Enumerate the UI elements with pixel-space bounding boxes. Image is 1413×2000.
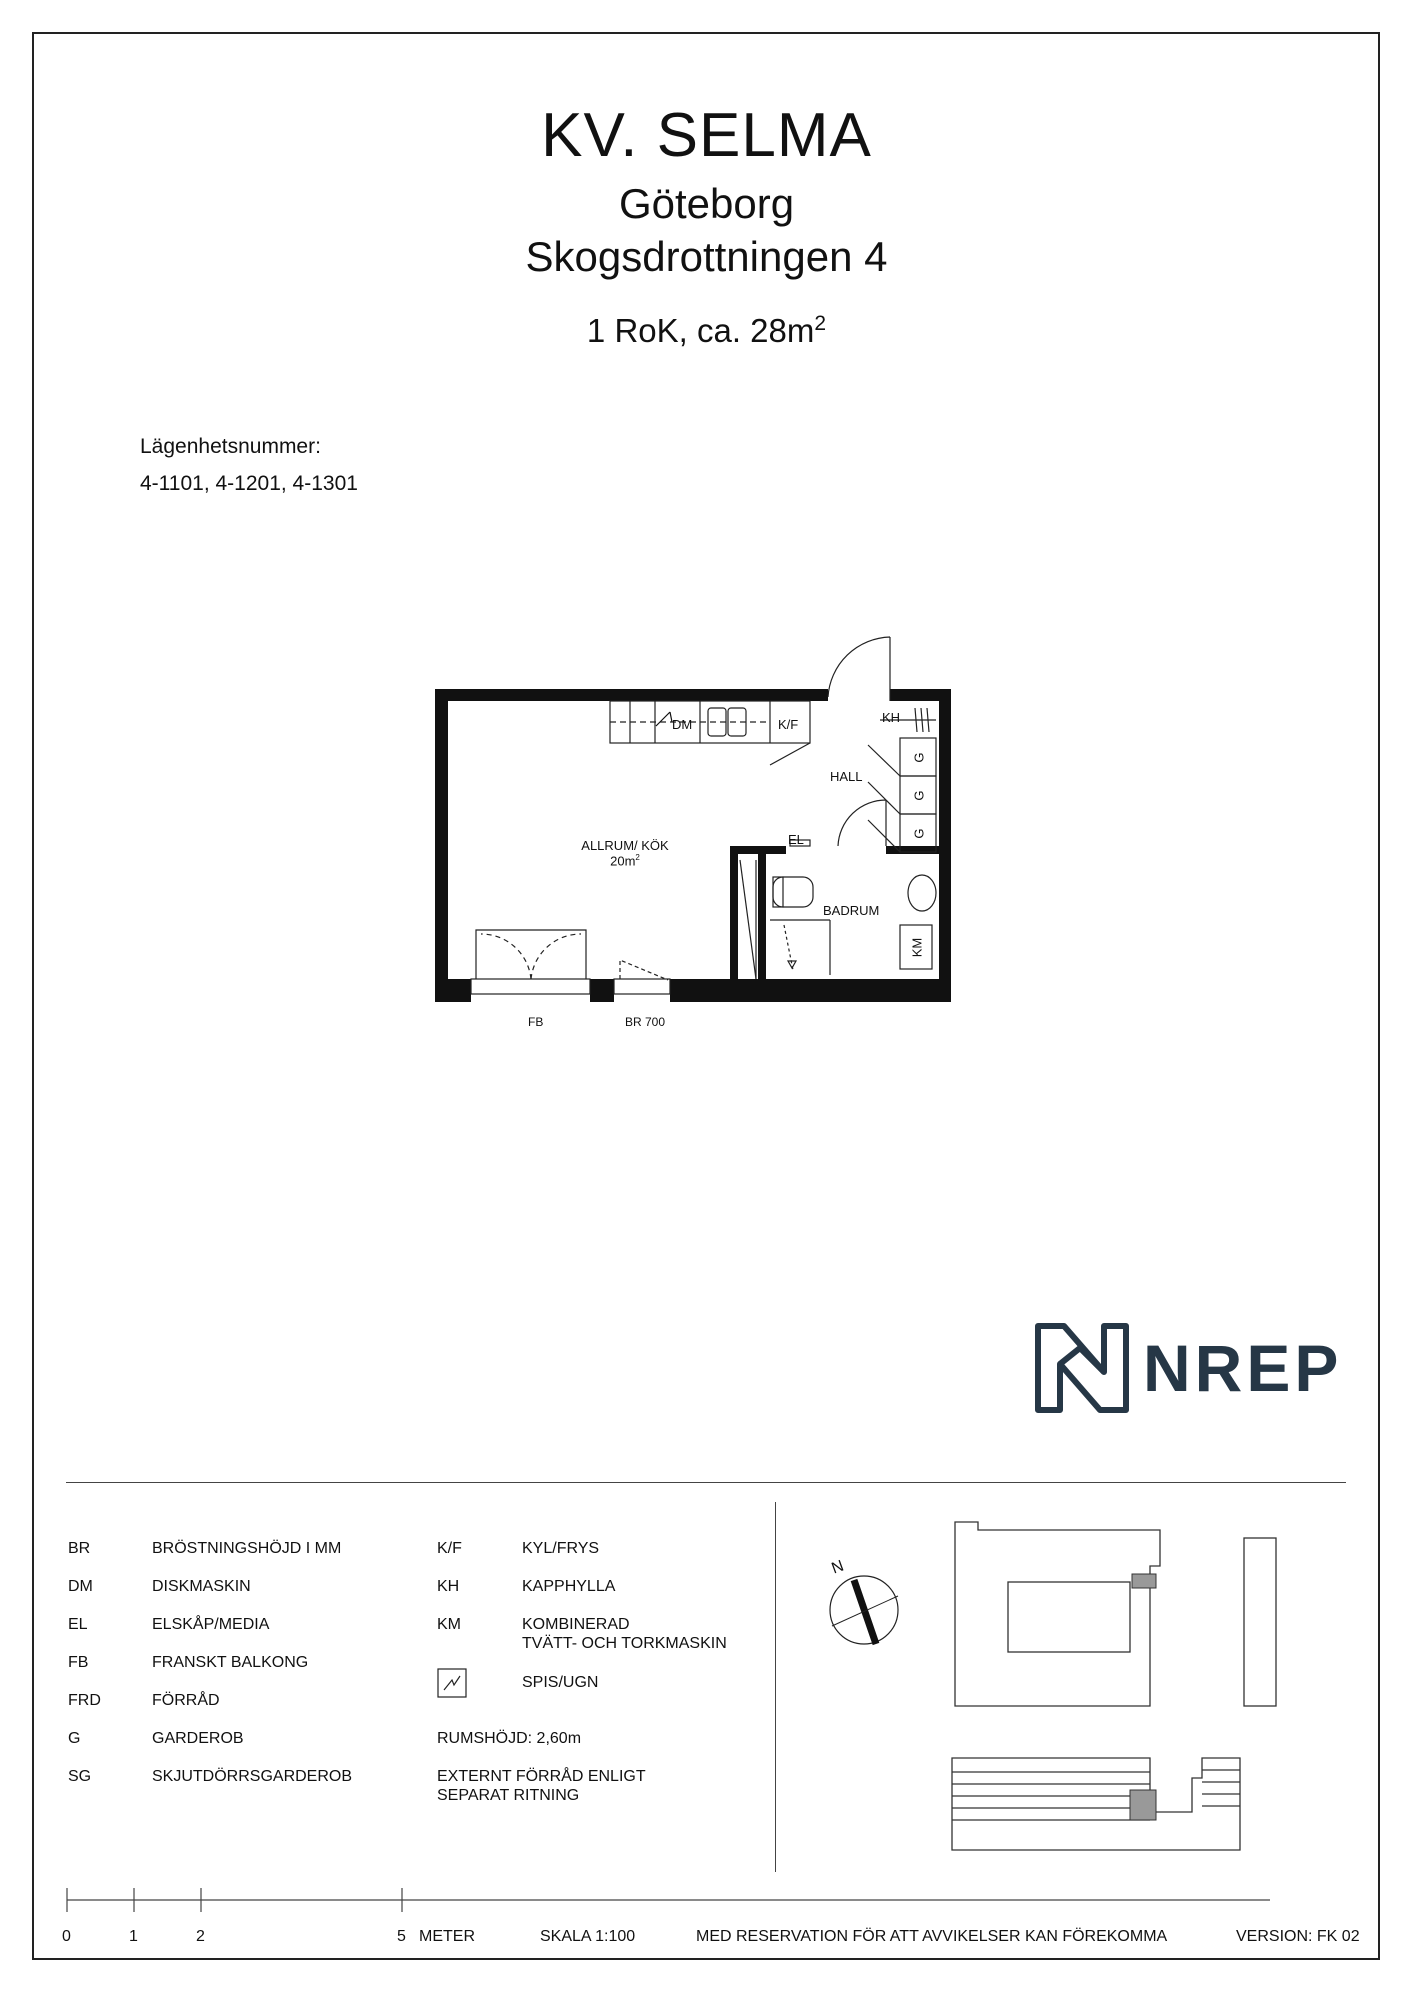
legend-desc-frd: FÖRRÅD (152, 1692, 220, 1709)
legend-desc-sg: SKJUTDÖRRSGARDEROB (152, 1768, 353, 1785)
legend-desc-el: ELSKÅP/MEDIA (152, 1616, 270, 1633)
compass-north-label: N (829, 1557, 847, 1578)
label-hall: HALL (830, 769, 863, 784)
label-parapet-height: BR 700 (625, 1015, 666, 1029)
scale-tick-1: 1 (129, 1928, 138, 1945)
toilet (773, 877, 813, 907)
label-wardrobe-3: G (911, 828, 927, 839)
wall-bottom-c (670, 979, 951, 1002)
legend-desc-spis: SPIS/UGN (522, 1674, 599, 1691)
wall-bottom-b (590, 979, 614, 1002)
living-kitchen-area (600, 853, 650, 868)
reservation-note: MED RESERVATION FÖR ATT AVVIKELSER KAN FÖREKOMMA (696, 1928, 1168, 1945)
label-dishwasher: DM (672, 717, 693, 732)
key-plan (950, 1520, 1290, 1860)
shower-arc (784, 925, 793, 970)
legend-desc-km-line2: TVÄTT- OCH TORKMASKIN (522, 1635, 727, 1652)
label-bathroom: BADRUM (823, 903, 880, 918)
external-storage-line1: EXTERNT FÖRRÅD ENLIGT (437, 1768, 646, 1785)
wall-top-left (435, 689, 828, 701)
label-washing-machine: KM (909, 937, 925, 958)
french-door-arc-right (531, 934, 581, 979)
scale-ratio: SKALA 1:100 (540, 1928, 636, 1945)
french-balcony-rail (476, 930, 586, 979)
key-plan-building (955, 1522, 1160, 1706)
wall-right (939, 689, 951, 1002)
legend-desc-br: BRÖSTNINGSHÖJD I MM (152, 1540, 342, 1557)
legend-code-fb: FB (68, 1654, 89, 1671)
window-frame (614, 979, 670, 994)
stove-symbol (656, 712, 672, 726)
legend-code-g: G (68, 1730, 81, 1747)
wardrobe-door-3 (868, 820, 900, 852)
legend-desc-km: KOMBINERAD (522, 1616, 630, 1633)
label-french-balcony: FB (528, 1015, 544, 1029)
wall-bath-top-a (730, 846, 786, 854)
french-balcony-frame (471, 979, 590, 994)
scale-tick-0: 0 (62, 1928, 71, 1945)
room-height: RUMSHÖJD: 2,60m (437, 1730, 582, 1747)
legend-code-el: EL (68, 1616, 88, 1633)
key-section-apartment-marker (1130, 1790, 1156, 1820)
window-opening (620, 960, 668, 980)
counter-angle (770, 743, 810, 765)
legend-desc-g: GARDEROB (152, 1730, 244, 1747)
shaft-diagonal (740, 860, 756, 979)
living-area-value: 20m (610, 853, 636, 869)
nrep-logo-mark (1030, 1318, 1135, 1418)
wall-bath-left (758, 846, 766, 1002)
legend-code-km: KM (437, 1616, 461, 1633)
stove-oven-icon (437, 1668, 467, 1698)
spis-plan (656, 712, 672, 726)
key-plan-annex (1244, 1538, 1276, 1706)
legend-code-br: BR (68, 1540, 91, 1557)
entrance-door (828, 637, 890, 701)
legend-desc-dm: DISKMASKIN (152, 1578, 251, 1595)
label-living-kitchen: ALLRUM/ KÖK (581, 838, 669, 853)
apartment-numbers-label: Lägenhetsnummer: (140, 435, 321, 458)
scale-tick-5: 5 (397, 1928, 406, 1945)
legend-desc-kh: KAPPHYLLA (522, 1578, 616, 1595)
legend-code-kf: K/F (437, 1540, 462, 1557)
scale-tick-2: 2 (196, 1928, 205, 1945)
living-area-sup: 2 (635, 853, 640, 862)
label-coat-shelf: KH (882, 710, 901, 725)
scale-bar (60, 1885, 1280, 1915)
plan-walls (435, 689, 951, 1002)
rooms-text: 1 RoK, ca. 28m (586, 312, 815, 349)
external-storage-line2: SEPARAT RITNING (437, 1787, 580, 1804)
label-fridge-freezer: K/F (778, 717, 799, 732)
wash-basin (908, 875, 936, 911)
key-section-floors-right (1202, 1770, 1240, 1806)
street-address: Skogsdrottningen 4 (525, 233, 888, 280)
scale-unit: METER (419, 1928, 475, 1945)
city-name: Göteborg (618, 180, 795, 227)
apartment-numbers: 4-1101, 4-1201, 4-1301 (140, 472, 358, 495)
legend-code-dm: DM (68, 1578, 93, 1595)
wardrobe-door-2 (868, 782, 900, 814)
label-electrical: EL (788, 832, 804, 847)
wall-left (435, 689, 448, 1002)
version-label: VERSION: FK 02 (1236, 1928, 1360, 1945)
legend-code-sg: SG (68, 1768, 92, 1785)
key-section-floors (952, 1772, 1150, 1820)
legend-code-frd: FRD (68, 1692, 101, 1709)
area-superscript: 2 (814, 312, 827, 335)
legend-vertical-divider (775, 1502, 776, 1872)
nrep-logo-text: NREP (1143, 1331, 1343, 1405)
label-wardrobe-2: G (911, 790, 927, 801)
legend-top-divider (66, 1482, 1346, 1483)
legend-code-kh: KH (437, 1578, 460, 1595)
wall-shaft-left (730, 846, 738, 979)
wardrobe-door-1 (868, 745, 900, 776)
wall-bottom-a (435, 979, 471, 1002)
legend-desc-fb: FRANSKT BALKONG (152, 1654, 309, 1671)
key-plan-courtyard (1008, 1582, 1130, 1652)
french-door-arc-left (481, 934, 531, 979)
key-plan-apartment-marker (1132, 1574, 1156, 1588)
legend-desc-kf: KYL/FRYS (522, 1540, 600, 1557)
label-wardrobe-1: G (911, 752, 927, 763)
bathroom-door (838, 800, 886, 846)
project-title: KV. SELMA (541, 101, 872, 170)
